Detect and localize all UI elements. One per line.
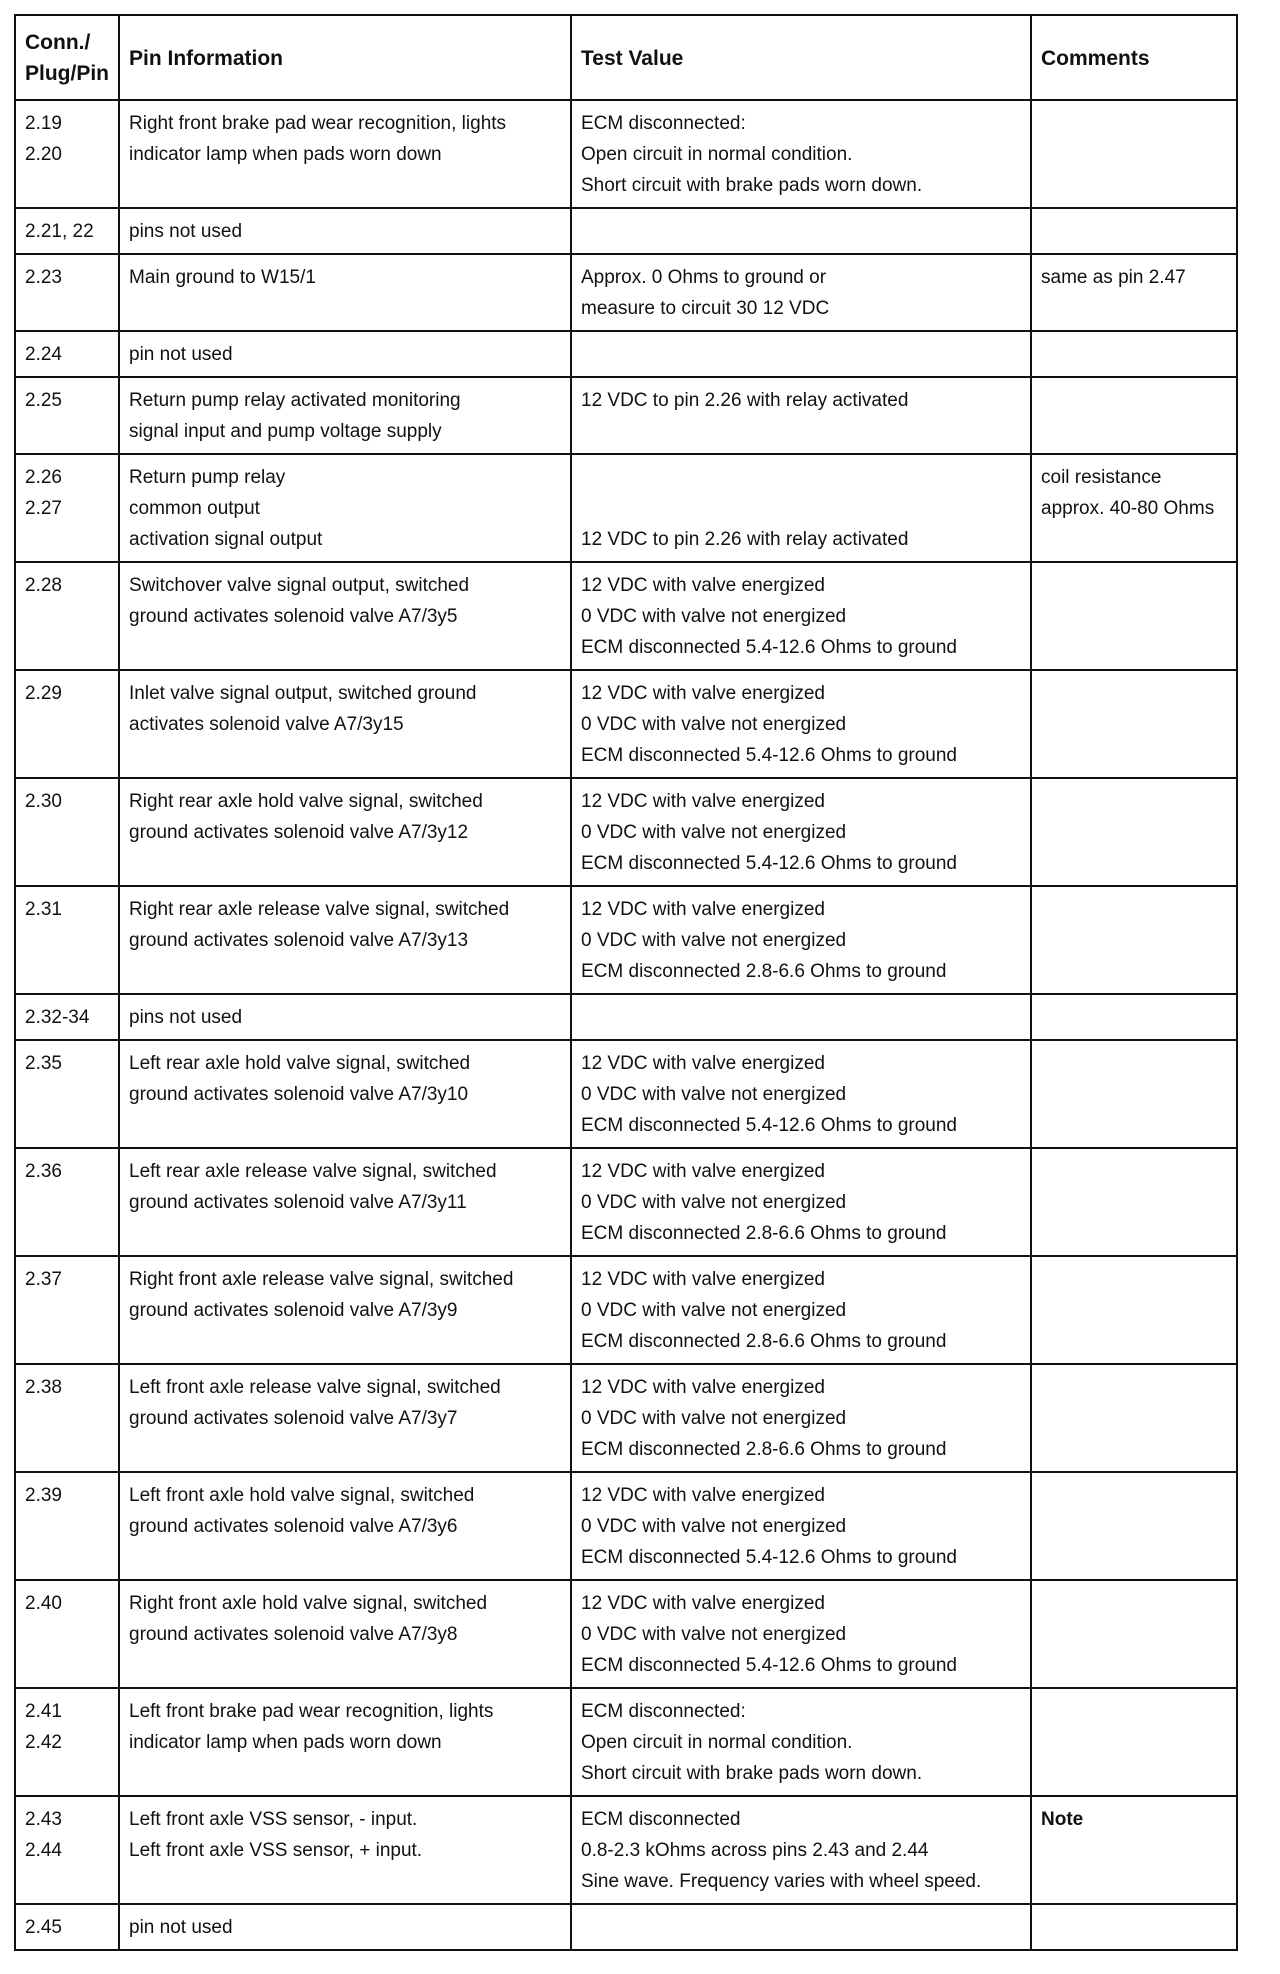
cell-test-value-line: 12 VDC with valve energized xyxy=(581,1161,825,1182)
cell-pin-line: 2.39 xyxy=(25,1485,62,1506)
cell-pin-line: 2.38 xyxy=(25,1377,62,1398)
header-comments: Comments xyxy=(1031,15,1237,100)
cell-pin-line: 2.32-34 xyxy=(25,1007,90,1028)
cell-pin-info-line: pins not used xyxy=(129,1007,243,1028)
cell-test-value-line: 12 VDC with valve energized xyxy=(581,1485,825,1506)
cell-test-value-line xyxy=(581,493,1021,524)
cell-pin xyxy=(15,1796,119,1904)
cell-pin xyxy=(15,1472,119,1580)
cell-pin xyxy=(15,670,119,778)
cell-comments-line: approx. 40-80 Ohms xyxy=(1041,498,1215,519)
cell-comments xyxy=(1031,1580,1237,1688)
cell-test-value-line: 12 VDC with valve energized xyxy=(581,1269,825,1290)
cell-pin-info xyxy=(119,208,571,254)
cell-test-value xyxy=(571,254,1031,331)
cell-pin-info xyxy=(119,1364,571,1472)
table-row xyxy=(15,100,1237,208)
cell-test-value-line: 0 VDC with valve not energized xyxy=(581,714,847,735)
cell-pin-info xyxy=(119,100,571,208)
cell-comments xyxy=(1031,1688,1237,1796)
cell-test-value-line: 12 VDC with valve energized xyxy=(581,791,825,812)
cell-test-value-line: Short circuit with brake pads worn down. xyxy=(581,1763,923,1784)
cell-pin-info xyxy=(119,1796,571,1904)
cell-pin-info-line: Switchover valve signal output, switched xyxy=(129,575,470,596)
cell-pin-info-line: Right rear axle release valve signal, switched xyxy=(129,899,510,920)
cell-test-value-line: 12 VDC with valve energized xyxy=(581,899,825,920)
cell-pin-info-line: Return pump relay activated monitoring xyxy=(129,390,461,411)
cell-comments xyxy=(1031,886,1237,994)
cell-pin xyxy=(15,1364,119,1472)
header-test-value: Test Value xyxy=(571,15,1031,100)
table-row xyxy=(15,1904,1237,1950)
cell-pin-info-line: Inlet valve signal output, switched ground xyxy=(129,683,477,704)
table-body xyxy=(15,100,1237,1950)
cell-pin xyxy=(15,778,119,886)
cell-pin-info-line: Left front axle VSS sensor, + input. xyxy=(129,1840,423,1861)
cell-pin-line: 2.28 xyxy=(25,575,62,596)
cell-pin xyxy=(15,994,119,1040)
cell-test-value-line: ECM disconnected: xyxy=(581,1701,746,1722)
cell-comments xyxy=(1031,1904,1237,1950)
cell-comments xyxy=(1031,994,1237,1040)
cell-pin-info xyxy=(119,1040,571,1148)
cell-pin-info-line: Left rear axle hold valve signal, switched xyxy=(129,1053,471,1074)
cell-pin-info xyxy=(119,886,571,994)
cell-pin xyxy=(15,1256,119,1364)
cell-pin-info xyxy=(119,454,571,562)
cell-test-value-line: ECM disconnected 2.8-6.6 Ohms to ground xyxy=(581,961,947,982)
cell-pin xyxy=(15,562,119,670)
cell-test-value-line: 0 VDC with valve not energized xyxy=(581,1516,847,1537)
cell-test-value xyxy=(571,1256,1031,1364)
cell-test-value-line: 12 VDC to pin 2.26 with relay activated xyxy=(581,529,909,550)
header-conn-line2: Plug/Pin xyxy=(25,62,109,85)
cell-test-value-line: 0 VDC with valve not energized xyxy=(581,1192,847,1213)
cell-pin xyxy=(15,377,119,454)
cell-test-value-line: ECM disconnected 5.4-12.6 Ohms to ground xyxy=(581,637,957,658)
cell-test-value-line: 12 VDC to pin 2.26 with relay activated xyxy=(581,390,909,411)
cell-comments xyxy=(1031,1040,1237,1148)
cell-pin-info-line: common output xyxy=(129,498,260,519)
cell-comments xyxy=(1031,100,1237,208)
cell-comments xyxy=(1031,1148,1237,1256)
cell-test-value xyxy=(571,1904,1031,1950)
cell-pin-line: 2.35 xyxy=(25,1053,62,1074)
cell-pin xyxy=(15,454,119,562)
cell-pin-line: 2.41 xyxy=(25,1701,62,1722)
cell-pin-info-line: Right front axle hold valve signal, switched xyxy=(129,1593,488,1614)
cell-pin-info-line: ground activates solenoid valve A7/3y12 xyxy=(129,822,469,843)
cell-pin xyxy=(15,1904,119,1950)
cell-pin-info xyxy=(119,1580,571,1688)
cell-test-value xyxy=(571,1796,1031,1904)
cell-test-value-line: 0 VDC with valve not energized xyxy=(581,1624,847,1645)
cell-test-value-line: ECM disconnected: xyxy=(581,113,746,134)
cell-test-value-line: ECM disconnected 2.8-6.6 Ohms to ground xyxy=(581,1331,947,1352)
table-row xyxy=(15,1364,1237,1472)
cell-test-value-line: 0.8-2.3 kOhms across pins 2.43 and 2.44 xyxy=(581,1840,929,1861)
cell-test-value-line: ECM disconnected 2.8-6.6 Ohms to ground xyxy=(581,1439,947,1460)
cell-comments xyxy=(1031,1472,1237,1580)
cell-pin-info xyxy=(119,778,571,886)
cell-test-value xyxy=(571,1688,1031,1796)
cell-pin-info-line: Left front axle VSS sensor, - input. xyxy=(129,1809,418,1830)
cell-comments xyxy=(1031,778,1237,886)
table-row xyxy=(15,254,1237,331)
table-row xyxy=(15,454,1237,562)
cell-comments-line: Note xyxy=(1041,1809,1084,1830)
cell-pin-info xyxy=(119,1148,571,1256)
cell-test-value xyxy=(571,994,1031,1040)
cell-pin-line: 2.43 xyxy=(25,1809,62,1830)
cell-test-value-line: Open circuit in normal condition. xyxy=(581,144,853,165)
cell-pin-info-line: ground activates solenoid valve A7/3y9 xyxy=(129,1300,458,1321)
cell-test-value-line: 12 VDC with valve energized xyxy=(581,1593,825,1614)
cell-pin-info-line: Return pump relay xyxy=(129,467,286,488)
cell-pin-info-line: signal input and pump voltage supply xyxy=(129,421,442,442)
header-pin-information: Pin Information xyxy=(119,15,571,100)
cell-pin-line: 2.37 xyxy=(25,1269,62,1290)
cell-pin-info xyxy=(119,254,571,331)
table-row xyxy=(15,1688,1237,1796)
cell-pin-info-line: activates solenoid valve A7/3y15 xyxy=(129,714,404,735)
cell-test-value-line: ECM disconnected 5.4-12.6 Ohms to ground xyxy=(581,745,957,766)
cell-comments xyxy=(1031,562,1237,670)
cell-pin-info-line: ground activates solenoid valve A7/3y10 xyxy=(129,1084,469,1105)
cell-test-value xyxy=(571,886,1031,994)
table-row xyxy=(15,1472,1237,1580)
cell-test-value xyxy=(571,1148,1031,1256)
cell-pin-info-line: Main ground to W15/1 xyxy=(129,267,316,288)
cell-pin-info-line: Right front axle release valve signal, switched xyxy=(129,1269,514,1290)
cell-test-value xyxy=(571,377,1031,454)
cell-pin-info-line: ground activates solenoid valve A7/3y8 xyxy=(129,1624,458,1645)
cell-pin xyxy=(15,208,119,254)
cell-pin xyxy=(15,1040,119,1148)
cell-comments xyxy=(1031,1796,1237,1904)
cell-pin-info xyxy=(119,994,571,1040)
cell-pin-info-line: ground activates solenoid valve A7/3y6 xyxy=(129,1516,458,1537)
cell-test-value-line: Approx. 0 Ohms to ground or xyxy=(581,267,827,288)
cell-pin-info-line: ground activates solenoid valve A7/3y13 xyxy=(129,930,469,951)
cell-pin-line: 2.25 xyxy=(25,390,62,411)
cell-pin-info-line: Left front axle hold valve signal, switched xyxy=(129,1485,475,1506)
cell-pin xyxy=(15,1688,119,1796)
table-row xyxy=(15,1148,1237,1256)
cell-comments-line: coil resistance xyxy=(1041,467,1162,488)
cell-comments xyxy=(1031,331,1237,377)
table-row xyxy=(15,208,1237,254)
cell-pin xyxy=(15,331,119,377)
cell-test-value xyxy=(571,1580,1031,1688)
cell-pin-line: 2.21, 22 xyxy=(25,221,94,242)
cell-test-value xyxy=(571,1364,1031,1472)
cell-pin-info-line: indicator lamp when pads worn down xyxy=(129,1732,442,1753)
cell-pin-info-line: Left rear axle release valve signal, switched xyxy=(129,1161,497,1182)
cell-pin-line: 2.20 xyxy=(25,144,62,165)
cell-test-value-line: Sine wave. Frequency varies with wheel speed. xyxy=(581,1871,982,1892)
cell-pin xyxy=(15,100,119,208)
cell-pin-info xyxy=(119,562,571,670)
cell-test-value-line: ECM disconnected 5.4-12.6 Ohms to ground xyxy=(581,1547,957,1568)
table-row xyxy=(15,994,1237,1040)
cell-test-value-line xyxy=(581,462,1021,493)
cell-test-value xyxy=(571,1040,1031,1148)
cell-comments xyxy=(1031,454,1237,562)
header-conn-line1: Conn./ xyxy=(25,31,91,54)
cell-pin-line: 2.36 xyxy=(25,1161,62,1182)
cell-comments-line: same as pin 2.47 xyxy=(1041,267,1186,288)
cell-pin xyxy=(15,1580,119,1688)
cell-test-value-line: 0 VDC with valve not energized xyxy=(581,1408,847,1429)
table-row xyxy=(15,778,1237,886)
cell-test-value-line: 12 VDC with valve energized xyxy=(581,1377,825,1398)
cell-pin-line: 2.45 xyxy=(25,1917,62,1938)
cell-comments xyxy=(1031,670,1237,778)
cell-test-value-line: ECM disconnected 5.4-12.6 Ohms to ground xyxy=(581,853,957,874)
cell-test-value xyxy=(571,208,1031,254)
cell-test-value-line: measure to circuit 30 12 VDC xyxy=(581,298,830,319)
cell-pin-info-line: ground activates solenoid valve A7/3y5 xyxy=(129,606,458,627)
header-conn-plug-pin xyxy=(15,15,119,100)
table-row xyxy=(15,670,1237,778)
cell-test-value xyxy=(571,670,1031,778)
cell-test-value xyxy=(571,331,1031,377)
cell-test-value-line: ECM disconnected 5.4-12.6 Ohms to ground xyxy=(581,1115,957,1136)
cell-pin-info-line: pin not used xyxy=(129,1917,233,1938)
cell-pin-info-line: Left front brake pad wear recognition, lights xyxy=(129,1701,494,1722)
cell-pin-line: 2.29 xyxy=(25,683,62,704)
cell-pin-info-line: indicator lamp when pads worn down xyxy=(129,144,442,165)
cell-test-value-line: ECM disconnected 5.4-12.6 Ohms to ground xyxy=(581,1655,957,1676)
cell-test-value-line: Open circuit in normal condition. xyxy=(581,1732,853,1753)
cell-test-value xyxy=(571,778,1031,886)
cell-test-value-line: 0 VDC with valve not energized xyxy=(581,1300,847,1321)
cell-test-value-line: 12 VDC with valve energized xyxy=(581,683,825,704)
cell-pin-info xyxy=(119,1472,571,1580)
cell-test-value xyxy=(571,562,1031,670)
cell-pin-info-line: ground activates solenoid valve A7/3y7 xyxy=(129,1408,458,1429)
cell-test-value-line: 12 VDC with valve energized xyxy=(581,1053,825,1074)
cell-test-value-line: 0 VDC with valve not energized xyxy=(581,822,847,843)
cell-test-value xyxy=(571,1472,1031,1580)
cell-pin-info-line: pins not used xyxy=(129,221,243,242)
table-row xyxy=(15,1256,1237,1364)
table-row xyxy=(15,377,1237,454)
cell-pin-info-line: ground activates solenoid valve A7/3y11 xyxy=(129,1192,467,1213)
cell-pin-info xyxy=(119,377,571,454)
cell-pin-line: 2.31 xyxy=(25,899,62,920)
table-row xyxy=(15,1040,1237,1148)
cell-comments xyxy=(1031,1256,1237,1364)
cell-pin-line: 2.26 xyxy=(25,467,62,488)
cell-pin-info-line: Right front brake pad wear recognition, lights xyxy=(129,113,507,134)
cell-pin-line: 2.23 xyxy=(25,267,62,288)
cell-pin-info-line: activation signal output xyxy=(129,529,323,550)
cell-pin-line: 2.27 xyxy=(25,498,62,519)
cell-pin-line: 2.42 xyxy=(25,1732,62,1753)
cell-pin-info-line: pin not used xyxy=(129,344,233,365)
cell-test-value-line: 0 VDC with valve not energized xyxy=(581,930,847,951)
table-row xyxy=(15,1796,1237,1904)
cell-test-value-line: 12 VDC with valve energized xyxy=(581,575,825,596)
cell-pin-info xyxy=(119,1904,571,1950)
cell-test-value-line: Short circuit with brake pads worn down. xyxy=(581,175,923,196)
cell-pin-line: 2.30 xyxy=(25,791,62,812)
cell-test-value xyxy=(571,454,1031,562)
cell-pin-info xyxy=(119,331,571,377)
table-row xyxy=(15,886,1237,994)
cell-pin-info-line: Left front axle release valve signal, switched xyxy=(129,1377,501,1398)
cell-comments xyxy=(1031,208,1237,254)
cell-pin-line: 2.40 xyxy=(25,1593,62,1614)
cell-comments xyxy=(1031,254,1237,331)
cell-pin-info xyxy=(119,1256,571,1364)
table-row xyxy=(15,562,1237,670)
cell-pin xyxy=(15,1148,119,1256)
cell-pin-info xyxy=(119,1688,571,1796)
cell-pin-line: 2.19 xyxy=(25,113,62,134)
cell-test-value-line: 0 VDC with valve not energized xyxy=(581,1084,847,1105)
pin-information-table xyxy=(14,14,1238,1951)
cell-test-value xyxy=(571,100,1031,208)
cell-pin-info-line: Right rear axle hold valve signal, switched xyxy=(129,791,483,812)
cell-pin xyxy=(15,254,119,331)
cell-test-value-line: ECM disconnected 2.8-6.6 Ohms to ground xyxy=(581,1223,947,1244)
cell-pin-info xyxy=(119,670,571,778)
cell-test-value-line: ECM disconnected xyxy=(581,1809,741,1830)
cell-comments xyxy=(1031,377,1237,454)
cell-pin-line: 2.24 xyxy=(25,344,62,365)
cell-pin-line: 2.44 xyxy=(25,1840,62,1861)
table-row xyxy=(15,331,1237,377)
cell-pin xyxy=(15,886,119,994)
table-row xyxy=(15,1580,1237,1688)
header-row xyxy=(15,15,1237,100)
cell-comments xyxy=(1031,1364,1237,1472)
cell-test-value-line: 0 VDC with valve not energized xyxy=(581,606,847,627)
